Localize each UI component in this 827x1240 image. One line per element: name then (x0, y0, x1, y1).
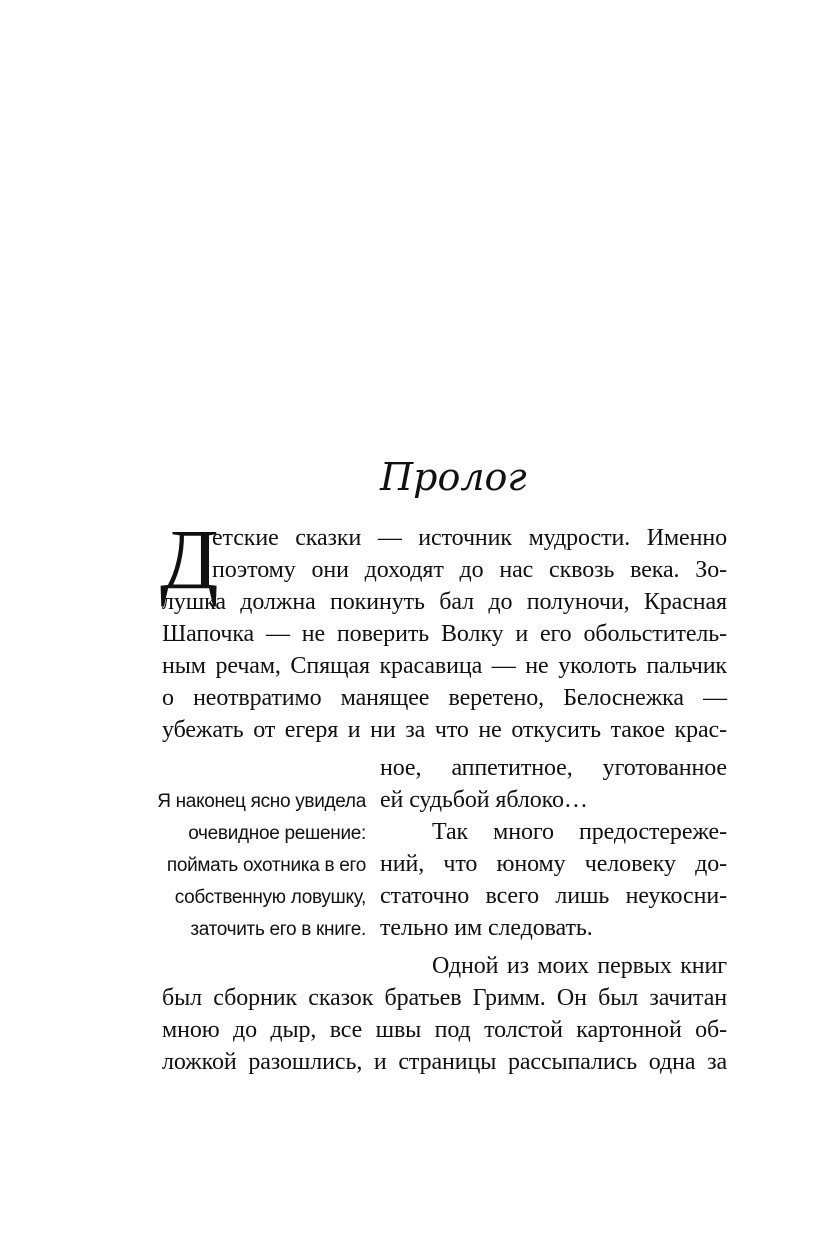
chapter-title: Пролог (380, 455, 527, 499)
body-line: поэтому они доходят до нас сквозь века. Зо- (212, 557, 727, 583)
pull-quote-line: очевидное решение: (188, 823, 366, 844)
body-line: Одной из моих первых книг (432, 953, 727, 979)
body-line: ным речам, Спящая красавица — не уколоть пальчик (162, 653, 727, 679)
pull-quote-line: Я наконец ясно увидела (157, 791, 366, 812)
body-line: о неотвратимо манящее веретено, Белоснежка — (162, 685, 727, 711)
body-line: етские сказки — источник мудрости. Именно (212, 525, 727, 551)
body-line: Шапочка — не поверить Волку и его обольститель- (162, 621, 727, 647)
body-line: был сборник сказок братьев Гримм. Он был зачитан (162, 985, 727, 1011)
body-line: ний, что юному человеку до- (380, 851, 727, 877)
body-line: Так много предостереже- (432, 819, 727, 845)
body-line: ложкой разошлись, и страницы рассыпались одна за (162, 1049, 727, 1075)
body-line: мною до дыр, все швы под толстой картонной об- (162, 1017, 727, 1043)
body-line: убежать от егеря и ни за что не откусить такое крас- (162, 717, 727, 743)
pull-quote-line: собственную ловушку, (174, 887, 366, 908)
body-line: ное, аппетитное, уготованное (380, 755, 727, 781)
body-line: лушка должна покинуть бал до полуночи, Красная (162, 589, 727, 615)
pull-quote-line: заточить его в книге. (190, 919, 366, 940)
pull-quote-line: поймать охотника в его (166, 855, 366, 876)
body-line: статочно всего лишь неукосни- (380, 883, 727, 909)
body-line: ей судьбой яблоко… (380, 787, 588, 813)
drop-cap: Д (160, 511, 219, 607)
body-line: тельно им следовать. (380, 915, 593, 941)
